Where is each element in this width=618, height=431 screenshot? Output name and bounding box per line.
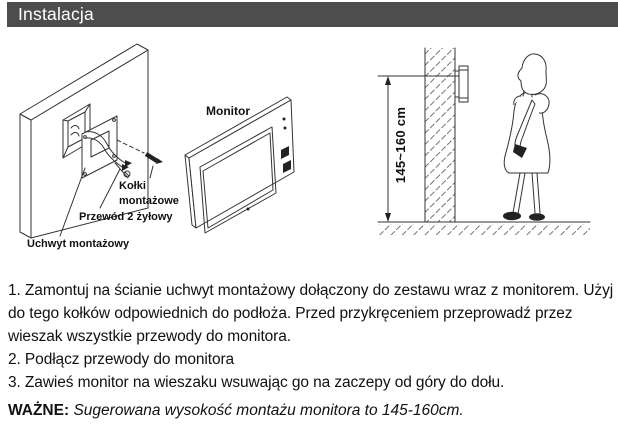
- ground: [378, 222, 590, 235]
- wall-monitor: [455, 66, 468, 102]
- instructions-block: [8, 279, 614, 394]
- wall-section: [425, 48, 455, 222]
- label-two-core-wire: Przewód 2 żyłowy: [79, 211, 173, 223]
- important-note: [8, 402, 614, 420]
- note-label: WAŻNE:: [8, 402, 70, 419]
- note-text: Sugerowana wysokość montażu monitora to 145-160cm.: [73, 402, 464, 419]
- label-mounting-height: 145~160 cm: [393, 106, 408, 184]
- page-title: Instalacja: [18, 4, 94, 24]
- person-figure: [503, 54, 550, 221]
- bracket-diagram-art: [5, 42, 180, 260]
- instruction-step-3: 3. Zawieś monitor na wieszaku wsuwając go na zaczepy od góry do dołu.: [8, 374, 505, 391]
- label-monitor: Monitor: [206, 104, 250, 118]
- section-header: [7, 2, 618, 27]
- label-mounting-pins: Kołki montażowe: [119, 180, 179, 207]
- instruction-step-1: 1. Zamontuj na ścianie uchwyt montażowy dołączony do zestawu wraz z monitorem. Użyj do tego kołków odpowiednich do podłoża. Przed przykręceniem przeprowadź przez wieszak wszystkie przewody do monitora.: [8, 282, 614, 345]
- label-mounting-bracket: Uchwyt montażowy: [27, 238, 130, 250]
- instruction-step-2: 2. Podłącz przewody do monitora: [8, 351, 235, 368]
- monitor-diagram-art: [182, 95, 342, 253]
